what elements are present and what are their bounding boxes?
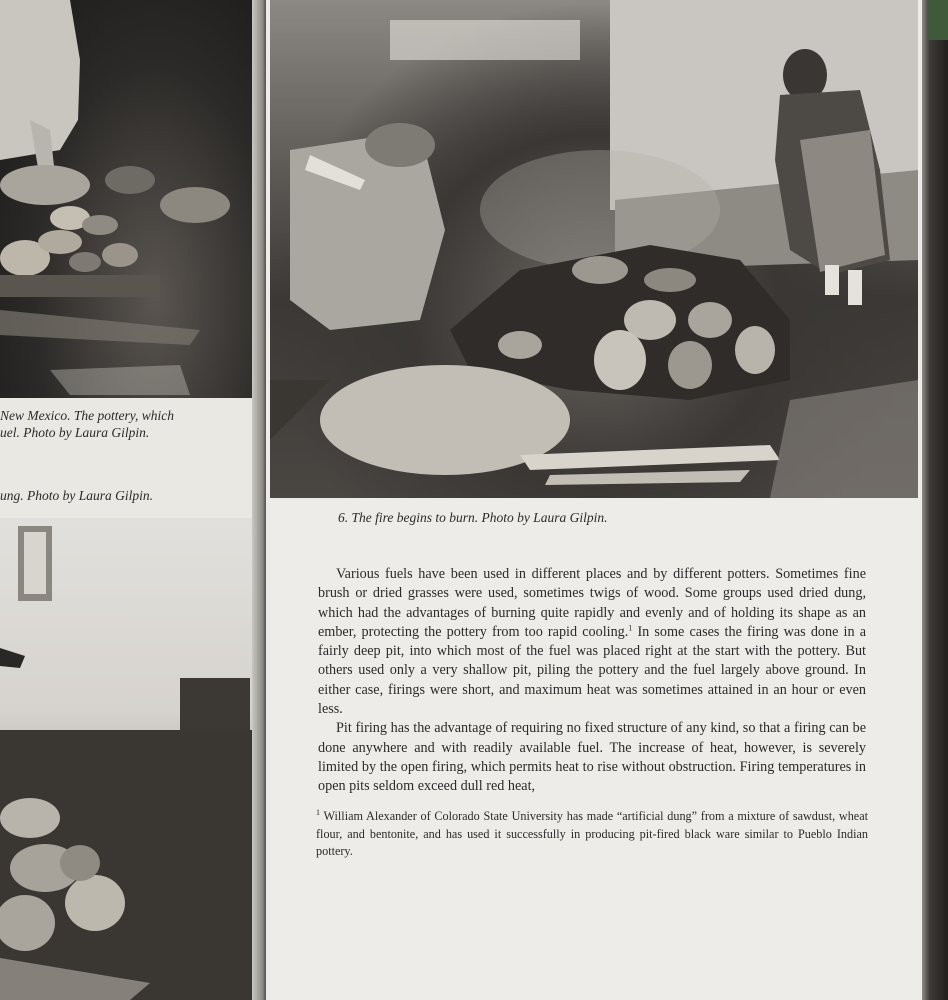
fire-photo [270, 0, 918, 498]
left-caption-bottom: ung. Photo by Laura Gilpin. [0, 488, 154, 503]
paragraph-1-continued: In some cases the firing was done in a fairly deep pit, into which most of the fuel was placed right at the start with the pottery. But others used only a very shallow pit, piling the pottery and the fuel largely above ground. In either case, firings were short, and maximum heat was sometimes attained in an hour or even less. [318, 623, 866, 718]
paragraph-2: Pit firing has the advantage of requiring no fixed structure of any kind, so that a firing can be done anywhere and with readily available fuel. The increase of heat, however, is severely limited by the open firing, which permits heat to rise without obstruction. Firing temperatures in open pits seldom exceed dull red heat, [318, 720, 866, 795]
footnote-text: William Alexander of Colorado State University has made “artificial dung” from a mixture of sawdust, wheat flour, and bentonite, and has used it successfully in producing pit-fired black ware similar to Pueblo Indian pottery. [316, 809, 869, 858]
paragraph-1 [318, 565, 866, 719]
background-object [928, 0, 948, 40]
footnote [316, 808, 868, 861]
photo-caption: 6. The fire begins to burn. Photo by Laura Gilpin. [338, 510, 608, 525]
background-edge [922, 0, 948, 1000]
left-top-photo [0, 0, 258, 398]
body-text [318, 565, 866, 797]
left-caption-top-line2: uel. Photo by Laura Gilpin. [0, 425, 150, 440]
footnote-mark: 1 [316, 807, 320, 817]
paragraph-1-text: Various fuels have been used in different places and by different potters. Sometimes fine brush or dried grasses were used, sometimes twigs of wood. Some groups used dried dung, which had the advantages of burning quite rapidly and evenly and of holding its shape as an ember, protecting the pottery from too rapid cooling. [318, 566, 866, 640]
left-page [0, 0, 262, 1000]
right-page [266, 0, 922, 1000]
footnote-reference[interactable]: 1 [628, 623, 633, 633]
left-caption-top-line1: New Mexico. The pottery, which [0, 408, 174, 423]
left-bottom-photo [0, 518, 256, 1000]
